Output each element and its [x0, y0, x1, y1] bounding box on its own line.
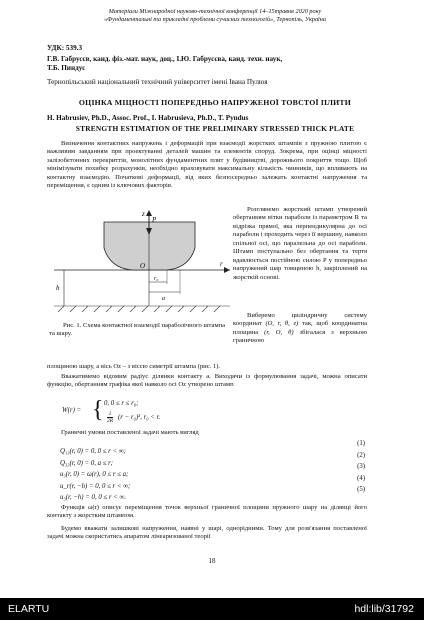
equation-expr: u₃(r, 0) = ω(r), 0 ≤ r ≤ a; — [60, 471, 129, 479]
equation-row — [60, 440, 365, 455]
affiliation: Тернопільський національний технічний університет імені Івана Пулюя — [47, 78, 268, 86]
authors-en: H. Habrusiev, Ph.D., Assoc. Prof., I. Habrusieva, Ph.D., T. Pyndus — [47, 114, 249, 122]
r-axis-arrow — [224, 267, 230, 273]
intro-paragraph: Визначення контактних напружень і деформацій при взаємодії жорстких штампів з пружною плитою є важливим завданням при проектуванні деталей машин та елементів споруд. Зокрема, при оцінці міцності залізобетонних перекриттів, монолітних фундаментних плит у будівництві, дорожнього покриття тощо. Щоб мінімізувати похибку розрахунків, необхідно враховувати максимальну кількість чинників, що впливають на контактну взаємодію. Початкові деформації, від яких безпосередньо залежать контактні напруження та переміщення, є одним із ключових факторів. — [47, 140, 367, 190]
equation-row — [60, 486, 365, 502]
piecewise-fraction-numerator: 1 — [108, 411, 112, 417]
conference-header — [40, 8, 390, 24]
equation-number: (3) — [357, 463, 365, 471]
coord-text-a: Виберемо циліндричну систему координат — [233, 312, 367, 328]
authors-ua — [47, 55, 387, 73]
paragraph-4: Функція ω(r) описує переміщення точок верхньої граничної площини пружного шару на ділянці його контакту з жорстким штампом. — [47, 504, 367, 520]
label-a: a — [162, 296, 165, 302]
coord-text-b: так, щоб координатна площина — [233, 320, 368, 336]
authors-ua-line-1: Г.В. Габрусєв, канд. фіз.-мат. наук, доц., І.Ю. Габрусєва, канд. техн. наук, — [47, 55, 283, 63]
equation-number: (2) — [357, 451, 365, 459]
label-P: P — [152, 216, 157, 224]
piecewise-case-1: 0, 0 ≤ r ≤ r₀; — [104, 400, 139, 407]
header-line-1: Матеріали Міжнародної науково-технічної конференції 14–15травня 2020 року — [108, 8, 322, 15]
equation-list — [60, 440, 365, 502]
figure-1-caption: Рис. 1. Схема контактної взаємодії параболічного штампа та шару. — [49, 322, 226, 338]
page-number: 18 — [208, 557, 216, 565]
equation-number: (5) — [357, 486, 365, 494]
label-r: r — [220, 260, 223, 268]
coord-system: (O, r, θ, z) — [265, 320, 299, 328]
right-column-paragraph-1: Розглянемо жорсткий штамп утворений обертанням вітки параболи із параметром R та відрізка прямої, яка перпендикулярна до осі параболи і проходить через її вершину, навколо спільної осі, що паралельна до осі параболи. Штамп поступально без обертання та тертя вдавлюється постійною силою P у попередньо напружений шар товщиною h, закріплений на жорсткій основі. — [233, 206, 367, 281]
label-O: O — [140, 262, 146, 270]
equation-row — [60, 463, 365, 479]
paragraph-3: Вважатимемо відомим радіус ділянки контакту a. Виходячи із формулювання задачі, можна описати функцію, обертанням графіка якої навколо осі Oz утворено штамп — [47, 373, 367, 389]
udc: УДК: 539.3 — [47, 44, 83, 52]
equation-number: (1) — [357, 440, 365, 447]
equation-expr: u₃(r, −h) = 0, 0 ≤ r < ∞. — [60, 494, 127, 502]
paragraph-2-continued: площиною шару, а вісь Oz – з віссю симетрії штампа (рис. 1). — [47, 363, 221, 370]
equation-expr: Q₃₃(r, 0) = 0, a ≤ r; — [60, 459, 114, 467]
rigid-foundation-hatching — [54, 306, 230, 312]
piecewise-fraction-denominator: 2R — [106, 418, 114, 424]
repository-footer-bar — [0, 598, 424, 620]
coord-text-c: збігалася з верхньою граничною — [233, 328, 367, 345]
title-ua: ОЦІНКА МІЦНОСТІ ПОПЕРЕДНЬО НАПРУЖЕНОЇ ТОВСТОЇ ПЛИТИ — [78, 98, 352, 107]
coord-plane: (r, O, θ) — [264, 328, 294, 336]
authors-ua-line-2: Т.Б. Пиндус — [47, 63, 86, 72]
piecewise-lhs: W(r) = — [62, 407, 82, 414]
label-z: z — [142, 210, 145, 218]
equation-expr: u_r(r, −h) = 0, 0 ≤ r < ∞; — [60, 482, 131, 490]
boundary-conditions-intro: Граничні умови поставленої задачі мають вигляд — [61, 429, 199, 436]
piecewise-function: W(r) = { 0, 0 ≤ r ≤ r₀; $\frac{1}{2R}$ (r − r₀)², r₀ < r. — [62, 397, 161, 424]
right-column-paragraph-2 — [233, 312, 367, 346]
title-en: STRENGTH ESTIMATION OF THE PRELIMINARY STRESSED THICK PLATE — [75, 124, 355, 133]
label-h: h — [56, 284, 60, 292]
equation-expr: Q₁₃(r, 0) = 0, 0 ≤ r < ∞; — [60, 448, 126, 455]
header-line-2: «Фундаментальні та прикладні проблеми сучасних технологій», Тернопіль, Україна — [104, 16, 326, 24]
label-r0: r₀ — [154, 276, 159, 282]
figure-1-diagram — [52, 210, 232, 320]
equation-row — [60, 474, 365, 490]
piecewise-case-2: (r − r₀)², r₀ < r. — [118, 414, 161, 421]
equation-number: (4) — [357, 474, 365, 482]
repository-name: ELARTU — [8, 603, 50, 615]
paragraph-5: Будемо вважати залишкові напруження, наявні у шарі, однорідними. Тому для розв'язання поставленої задачі можна скористатись апаратом лінеаризованої теорії — [47, 525, 367, 541]
handle-id[interactable]: hdl:lib/31792 — [354, 603, 414, 615]
